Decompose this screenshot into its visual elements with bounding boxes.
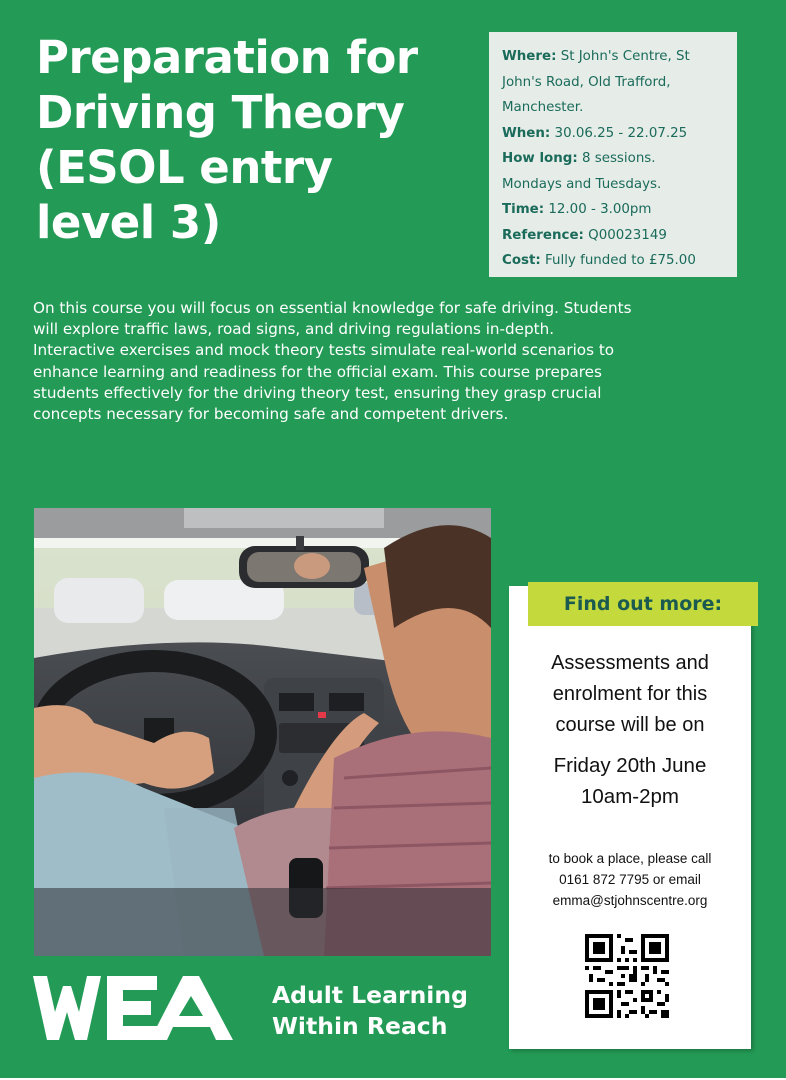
assessment-text <box>509 648 751 741</box>
date-line: Friday 20th June <box>553 754 707 777</box>
booking-line: to book a place, please call <box>548 851 712 866</box>
assessment-line: Assessments and <box>551 652 709 674</box>
assessment-date <box>509 750 751 812</box>
description-line: concepts necessary for becoming safe and competent drivers. <box>33 405 509 424</box>
course-description <box>33 298 753 425</box>
reference-value: Q00023149 <box>588 227 667 243</box>
description-line: enhance learning and readiness for the official exam. This course prepares <box>33 362 602 381</box>
time-line: 10am-2pm <box>581 785 679 808</box>
howlong-row-2: Mondays and Tuesdays. <box>502 176 662 192</box>
where-label: Where: <box>502 49 557 64</box>
course-title <box>36 30 486 250</box>
course-info-box <box>489 32 737 277</box>
tagline-line: Adult Learning <box>272 981 468 1009</box>
cost-row <box>502 248 727 274</box>
time-label: Time: <box>502 202 545 217</box>
find-out-more-card <box>509 586 751 1049</box>
description-line: students effectively for the driving theory test, ensuring they grasp crucial <box>33 383 602 402</box>
phone-line[interactable]: 0161 872 7795 or email <box>559 872 701 887</box>
reference-row <box>502 223 727 249</box>
where-value: St John's Centre, St <box>560 49 690 64</box>
driving-lesson-photo <box>34 508 491 956</box>
description-line: On this course you will focus on essential knowledge for safe driving. Students <box>33 299 632 317</box>
when-value: 30.06.25 - 22.07.25 <box>554 125 688 141</box>
assessment-line: course will be on <box>555 714 705 736</box>
howlong-label: How long: <box>502 151 578 166</box>
wea-logo <box>33 972 243 1044</box>
qr-code[interactable] <box>585 934 669 1018</box>
howlong-row <box>502 146 727 172</box>
title-line: Preparation for <box>36 31 418 84</box>
where-row-2: John's Road, Old Trafford, <box>502 74 671 90</box>
tagline-line: Within Reach <box>272 1012 448 1040</box>
when-label: When: <box>502 125 551 141</box>
assessment-line: enrolment for this <box>552 683 708 705</box>
time-row <box>502 197 727 223</box>
title-line: level 3) <box>36 196 221 249</box>
howlong-value: 8 sessions. <box>581 151 656 166</box>
description-line: will explore traffic laws, road signs, and driving regulations in-depth. <box>33 320 555 339</box>
title-line: (ESOL entry <box>36 141 333 194</box>
time-value: 12.00 - 3.00pm <box>548 202 652 217</box>
where-row <box>502 44 727 70</box>
booking-info <box>509 848 751 911</box>
tagline <box>272 980 468 1042</box>
reference-label: Reference: <box>502 227 584 243</box>
when-row <box>502 121 727 147</box>
email-line[interactable]: emma@stjohnscentre.org <box>552 893 708 908</box>
title-line: Driving Theory <box>36 86 405 139</box>
cost-value: Fully funded to £75.00 <box>545 253 696 268</box>
cost-label: Cost: <box>502 253 541 268</box>
description-line: Interactive exercises and mock theory tests simulate real-world scenarios to <box>33 341 615 360</box>
where-row-3: Manchester. <box>502 100 584 115</box>
find-out-more-heading: Find out more: <box>528 582 758 626</box>
